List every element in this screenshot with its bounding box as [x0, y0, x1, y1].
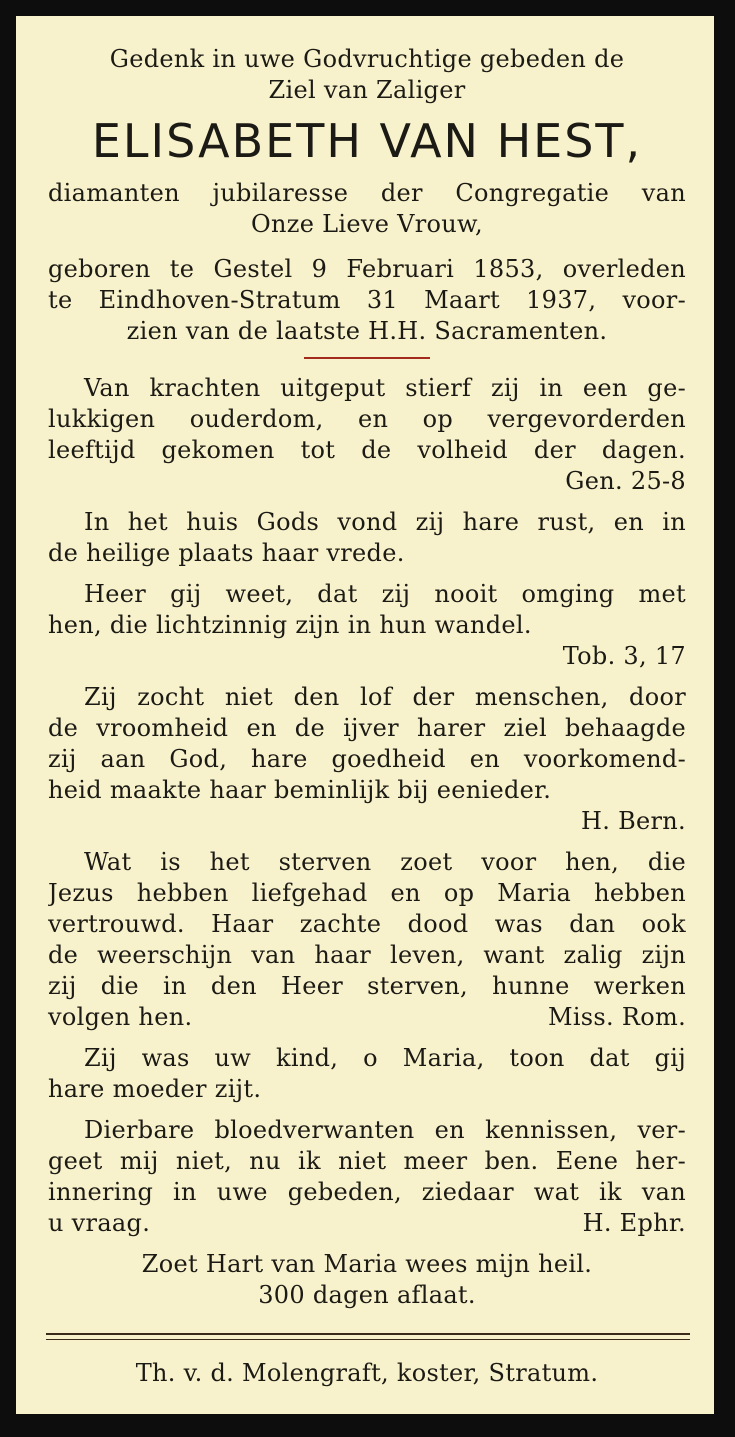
- verse-line: vertrouwd. Haar zachte dood was dan ook: [48, 910, 686, 938]
- verse-line: u vraag.: [48, 1209, 151, 1237]
- verse-reference: Gen. 25-8: [565, 467, 686, 495]
- verse-reference: Miss. Rom.: [547, 1003, 686, 1031]
- verse-line: hare moeder zijt.: [48, 1075, 262, 1103]
- verse-line: de weerschijn van haar leven, want zalig zijn: [48, 941, 686, 969]
- verse-line: geet mij niet, nu ik niet meer ben. Eene her-: [48, 1147, 686, 1175]
- role-line-1: diamanten jubilaresse der Congregatie van: [48, 179, 686, 207]
- verse-5: [48, 847, 686, 1033]
- verse-line: Zij zocht niet den lof der menschen, door: [84, 683, 686, 711]
- verse-7: [48, 1115, 686, 1239]
- memorial-card: [16, 16, 714, 1414]
- header-line-2: Ziel van Zaliger: [268, 76, 466, 104]
- verse-line: innering in uwe gebeden, ziedaar wat ik van: [48, 1178, 686, 1206]
- divider-rule: [304, 357, 430, 359]
- indulgence-note: 300 dagen aflaat.: [258, 1281, 476, 1309]
- verse-1: [48, 373, 686, 497]
- verse-line: Zij was uw kind, o Maria, toon dat gij: [84, 1044, 686, 1072]
- verse-line: de heilige plaats haar vrede.: [48, 539, 405, 567]
- verse-line: In het huis Gods vond zij hare rust, en in: [84, 508, 686, 536]
- verse-last-line: [48, 1002, 686, 1033]
- deceased-name: ELISABETH VAN HEST,: [91, 114, 643, 168]
- verse-line: hen, die lichtzinnig zijn in hun wandel.: [48, 611, 532, 639]
- dates-line: zien van de laatste H.H. Sacramenten.: [126, 317, 608, 345]
- dates-line: te Eindhoven-Stratum 31 Maart 1937, voor-: [48, 286, 686, 314]
- verse-reference: H. Bern.: [581, 807, 686, 835]
- verse-reference: H. Ephr.: [582, 1209, 686, 1237]
- verse-reference: Tob. 3, 17: [562, 642, 686, 670]
- verse-line: Van krachten uitgeput stierf zij in een ge-: [84, 374, 686, 402]
- verse-line: volgen hen.: [48, 1003, 193, 1031]
- verse-line: leeftijd gekomen tot de volheid der dagen.: [48, 436, 686, 464]
- verse-line: lukkigen ouderdom, en op vergevorderden: [48, 405, 686, 433]
- closing-block: [48, 1249, 686, 1311]
- verse-line: Heer gij weet, dat zij nooit omging met: [84, 580, 686, 608]
- footer-rule: [46, 1333, 690, 1340]
- role-line-2: Onze Lieve Vrouw,: [251, 210, 483, 238]
- closing-prayer: Zoet Hart van Maria wees mijn heil.: [141, 1250, 593, 1278]
- verse-6: [48, 1043, 686, 1105]
- verse-line: zij aan God, hare goedheid en voorkomend-: [48, 745, 686, 773]
- verse-3: [48, 579, 686, 672]
- header-line-1: Gedenk in uwe Godvruchtige gebeden de: [109, 45, 625, 73]
- verse-2: [48, 507, 686, 569]
- verse-4: [48, 682, 686, 837]
- printer-credit: Th. v. d. Molengraft, koster, Stratum.: [135, 1359, 599, 1387]
- verse-line: Jezus hebben liefgehad en op Maria hebben: [48, 879, 686, 907]
- dates-block: [48, 254, 686, 347]
- verse-line: de vroomheid en de ijver harer ziel behaagde: [48, 714, 686, 742]
- verse-line: Wat is het sterven zoet voor hen, die: [84, 848, 686, 876]
- verse-line: heid maakte haar beminlijk bij eenieder.: [48, 776, 552, 804]
- verse-line: Dierbare bloedverwanten en kennissen, ver-: [84, 1116, 686, 1144]
- verse-line: zij die in den Heer sterven, hunne werken: [48, 972, 686, 1000]
- dates-line: geboren te Gestel 9 Februari 1853, overleden: [48, 255, 686, 283]
- verse-last-line: [48, 1208, 686, 1239]
